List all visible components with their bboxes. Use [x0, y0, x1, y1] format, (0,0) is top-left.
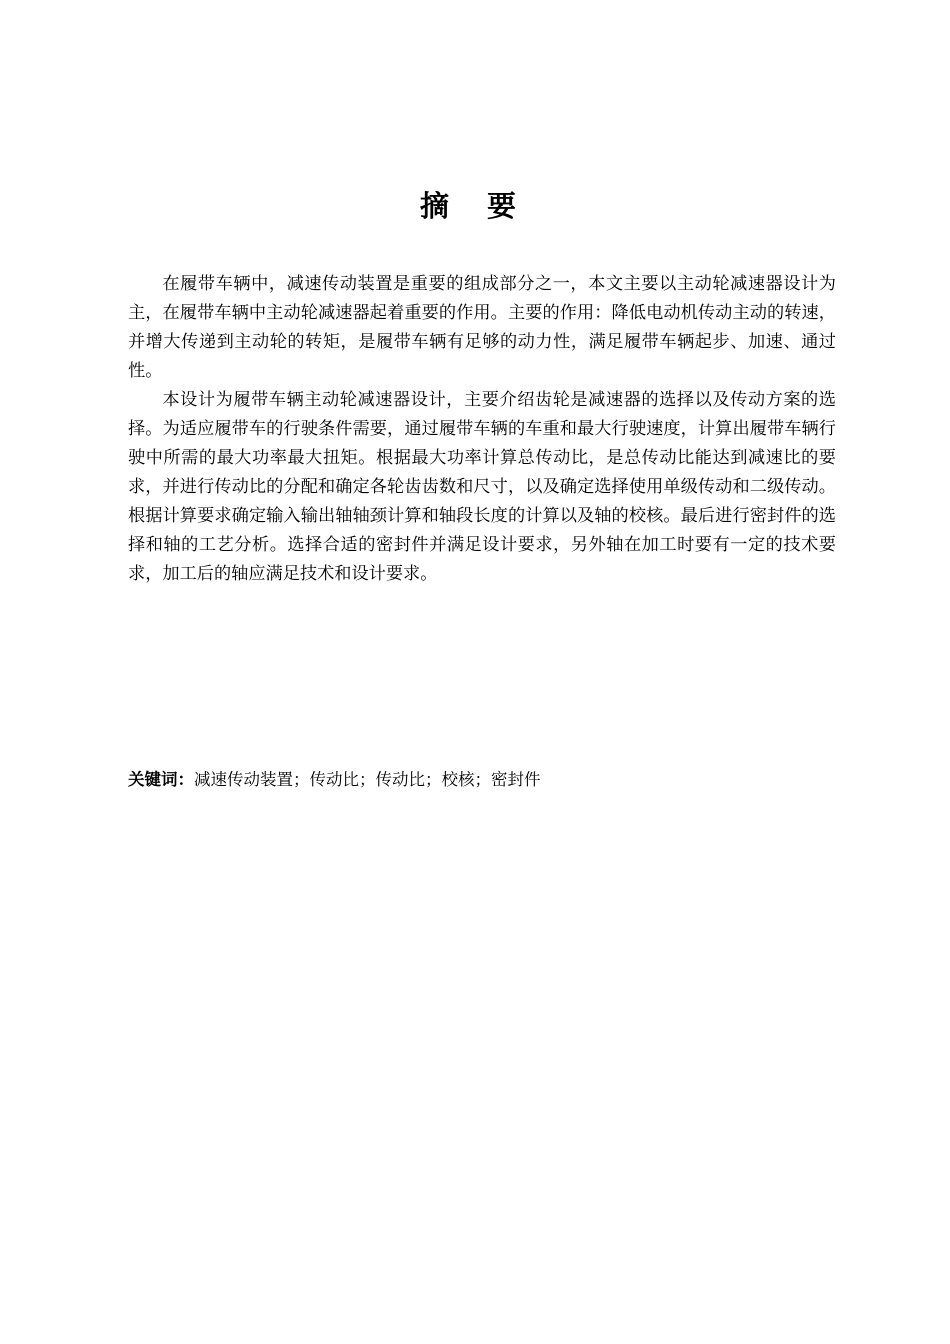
keywords-label: 关键词：	[128, 770, 194, 789]
abstract-title: 摘 要	[419, 189, 531, 223]
keywords-text: 减速传动装置；传动比；传动比；校核；密封件	[194, 770, 541, 789]
abstract-paragraph-1: 在履带车辆中，减速传动装置是重要的组成部分之一，本文主要以主动轮减速器设计为主，在履带车辆中主动轮减速器起着重要的作用。主要的作用：降低电动机传动主动的转速，并增大传递到主动轮的转矩，是履带车辆有足够的动力性，满足履带车辆起步、加速、通过性。	[128, 274, 836, 381]
keywords-line	[128, 766, 836, 794]
abstract-paragraph-2: 本设计为履带车辆主动轮减速器设计，主要介绍齿轮是减速器的选择以及传动方案的选择。为适应履带车的行驶条件需要，通过履带车辆的车重和最大行驶速度，计算出履带车辆行驶中所需的最大功率最大扭矩。根据最大功率计算总传动比，是总传动比能达到减速比的要求，并进行传动比的分配和确定各轮齿齿数和尺寸，以及确定选择使用单级传动和二级传动。根据计算要求确定输入输出轴轴颈计算和轴段长度的计算以及轴的校核。最后进行密封件的选择和轴的工艺分析。选择合适的密封件并满足设计要求，另外轴在加工时要有一定的技术要求，加工后的轴应满足技术和设计要求。	[128, 390, 836, 584]
abstract-body	[128, 270, 836, 589]
